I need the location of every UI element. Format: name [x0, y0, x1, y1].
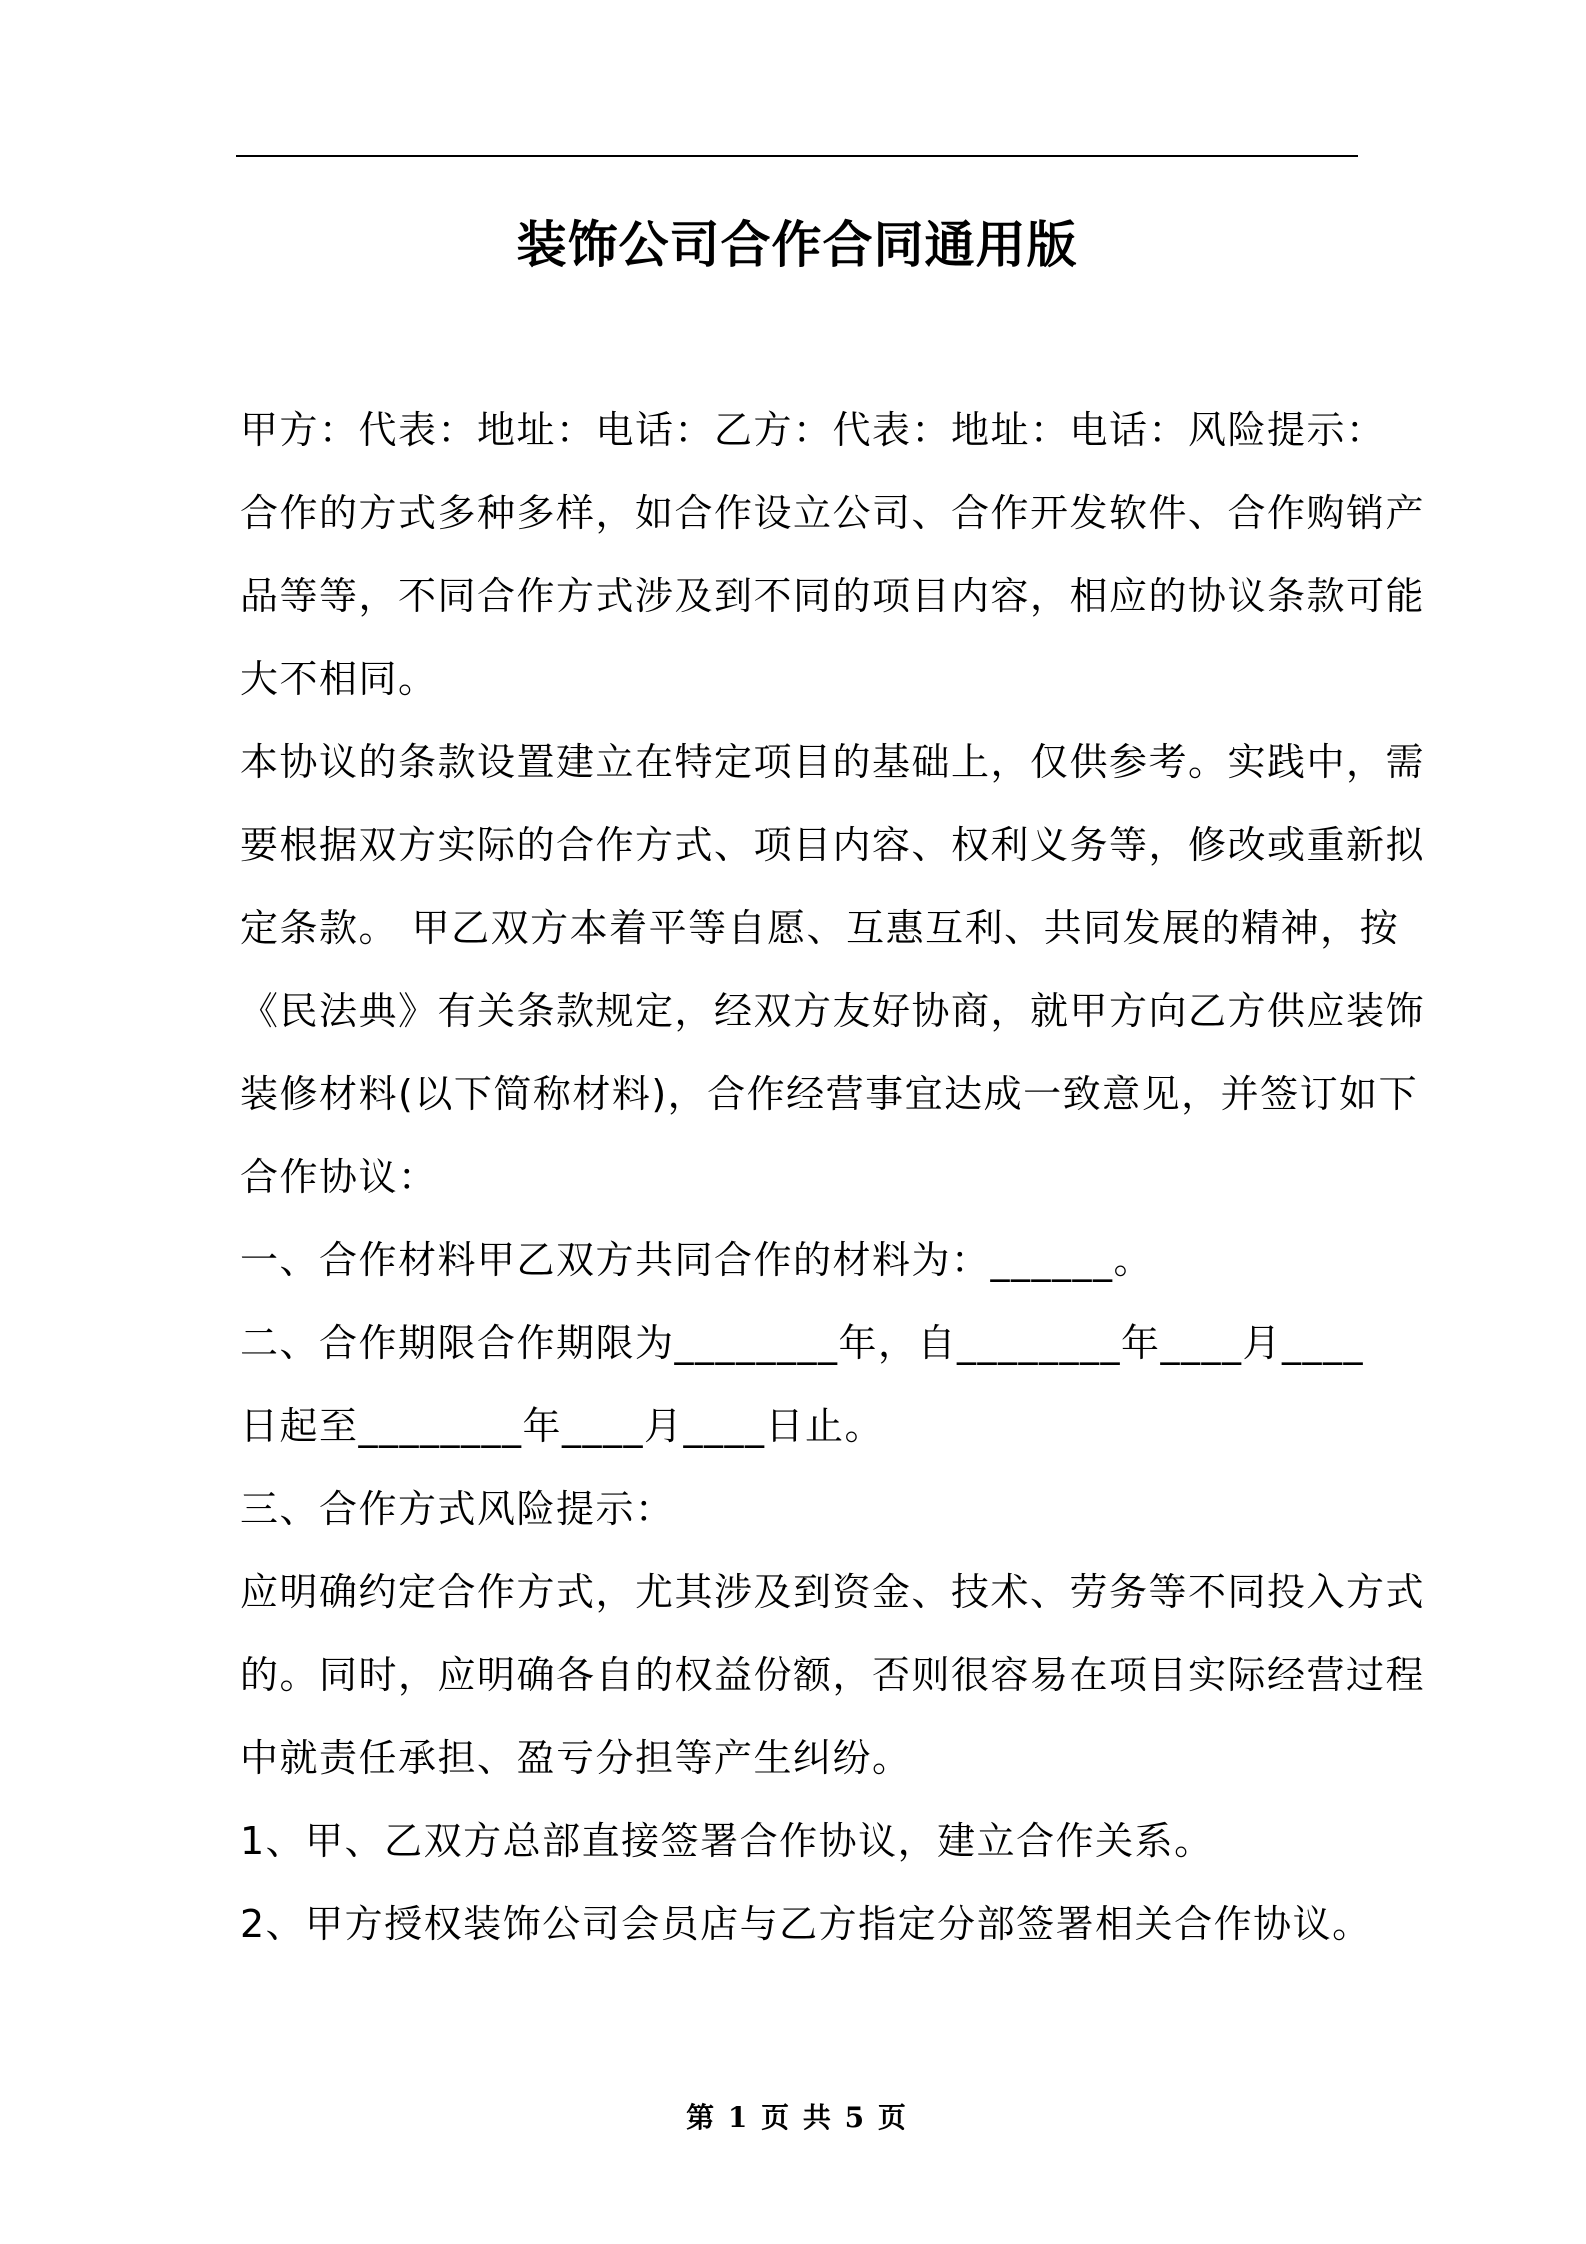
- document-title: 装饰公司合作合同通用版: [516, 216, 1078, 274]
- clause-1-materials: 一、合作材料甲乙双方共同合作的材料为：______。: [240, 1238, 1154, 1282]
- body-line: 大不相同。: [240, 657, 438, 701]
- body-line: 应明确约定合作方式，尤其涉及到资金、技术、劳务等不同投入方式: [240, 1570, 1426, 1614]
- body-line: 中就责任承担、盈亏分担等产生纠纷。: [240, 1736, 912, 1780]
- clause-2-term: 二、合作期限合作期限为________年，自________年____月____: [240, 1321, 1365, 1365]
- body-line: 合作协议：: [240, 1155, 438, 1199]
- body-line: 日起至________年____月____日止。: [240, 1404, 885, 1448]
- list-item: 1、甲、乙双方总部直接签署合作协议，建立合作关系。: [240, 1819, 1214, 1863]
- body-line: 品等等，不同合作方式涉及到不同的项目内容，相应的协议条款可能: [240, 574, 1426, 618]
- page-number: 第 1 页 共 5 页: [686, 2101, 908, 2134]
- body-line: 定条款。 甲乙双方本着平等自愿、互惠互利、共同发展的精神，按: [240, 906, 1400, 950]
- list-item: 2、甲方授权装饰公司会员店与乙方指定分部签署相关合作协议。: [240, 1902, 1372, 1946]
- body-line: 本协议的条款设置建立在特定项目的基础上，仅供参考。实践中，需: [240, 740, 1426, 784]
- body-line: 合作的方式多种多样，如合作设立公司、合作开发软件、合作购销产: [240, 491, 1426, 535]
- body-line: 的。同时，应明确各自的权益份额，否则很容易在项目实际经营过程: [240, 1653, 1426, 1697]
- body-line: 要根据双方实际的合作方式、项目内容、权利义务等，修改或重新拟: [240, 823, 1426, 867]
- clause-3-mode: 三、合作方式风险提示：: [240, 1487, 675, 1531]
- header-rule: [236, 155, 1358, 157]
- body-line: 甲方：代表：地址：电话：乙方：代表：地址：电话：风险提示：: [240, 408, 1386, 452]
- body-line: 《民法典》有关条款规定，经双方友好协商，就甲方向乙方供应装饰: [240, 989, 1426, 1033]
- body-line: 装修材料(以下简称材料)，合作经营事宜达成一致意见，并签订如下: [240, 1072, 1419, 1116]
